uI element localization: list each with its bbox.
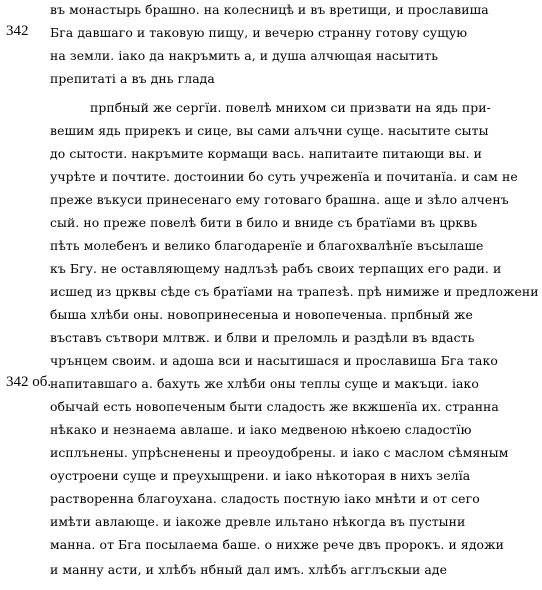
text-line: и манну асти, и хлѣбъ нбный дал имъ. хлѣбъ агглъскыи аде xyxy=(50,562,448,577)
margin-folio-342-verso: 342 об. xyxy=(6,374,52,390)
text-line: преже въкуси принесенаго ему готоваго брашна. аще и зѣло алченъ xyxy=(50,192,509,207)
text-line: въставъ сътвори млтвж. и блви и преломль и раздѣли въ вдасть xyxy=(50,330,475,345)
text-line: быша хлѣби оны. новопринесеныа и новопеченыа. прпбный же xyxy=(50,307,473,322)
margin-folio-342: 342 xyxy=(6,23,29,39)
text-line: растворенна благоухана. сладость постную іако мнѣти и от сего xyxy=(50,491,480,506)
text-line: пѣть молебенъ и велико благодаренїе и благохвалѣнїе въсылаше xyxy=(50,238,484,253)
text-line: напитавшаго а. бахуть же хлѣби оны теплы суще и макъци. іако xyxy=(50,376,479,391)
text-line: манна. от Бга посылаема баше. о нихже рече двъ пророкъ. и ядожи xyxy=(50,537,504,552)
text-line: прпбный же сергїи. повелѣ мнихом си призвати на ядь при- xyxy=(90,100,491,115)
text-line: чрънцем своим. и адоша вси и насытишася и прославиша Бга тако xyxy=(50,353,498,368)
text-line: исшед из црквы сѣде съ братїами на трапезѣ. прѣ нимиже и предложени xyxy=(50,284,539,299)
text-line: въ монастырь брашно. на колесницѣ и въ вретищи, и прославиша xyxy=(50,2,489,17)
text-line: Бга давшаго и таковую пищу, и вечерю странну готову сущую xyxy=(50,25,468,40)
text-line: имѣти авлающе. и іакоже древле ильтано нѣкогда въ пустыни xyxy=(50,514,466,529)
text-line: сый. но преже повелѣ бити в било и вниде съ братїами въ црквь xyxy=(50,215,478,230)
text-line: обычай есть новопеченым быти сладость же вкжшенїа их. странна xyxy=(50,399,499,414)
text-line: учрѣте и почтите. достоинии бо суть учреженїа и почитанїа. и сам не xyxy=(50,169,518,184)
text-line: оустроени суще и преухыщрени. и іако нѣкоторая в нихъ зелїа xyxy=(50,468,471,483)
text-line: нѣкако и незнаема авлаше. и іако медвеною нѣкоею сладостїю xyxy=(50,422,472,437)
text-line: вешим ядь прирекъ и сице, вы сами алъчни суще. насытите сыты xyxy=(50,123,489,138)
text-line: на земли. іако да накръмить а, и душа алчющая насытить xyxy=(50,48,439,63)
text-line: препитаті а въ днь глада xyxy=(50,71,215,86)
text-line: до сытости. накръмите кормащи вась. напитаите питающи вы. и xyxy=(50,146,483,161)
text-line: къ Бгу. не оставляющему надлъзѣ рабъ своих терпащих его ради. и xyxy=(50,261,502,276)
text-line: исплънены. упрѣсненены и преоудобрены. и іако с маслом сѣмяным xyxy=(50,445,509,460)
